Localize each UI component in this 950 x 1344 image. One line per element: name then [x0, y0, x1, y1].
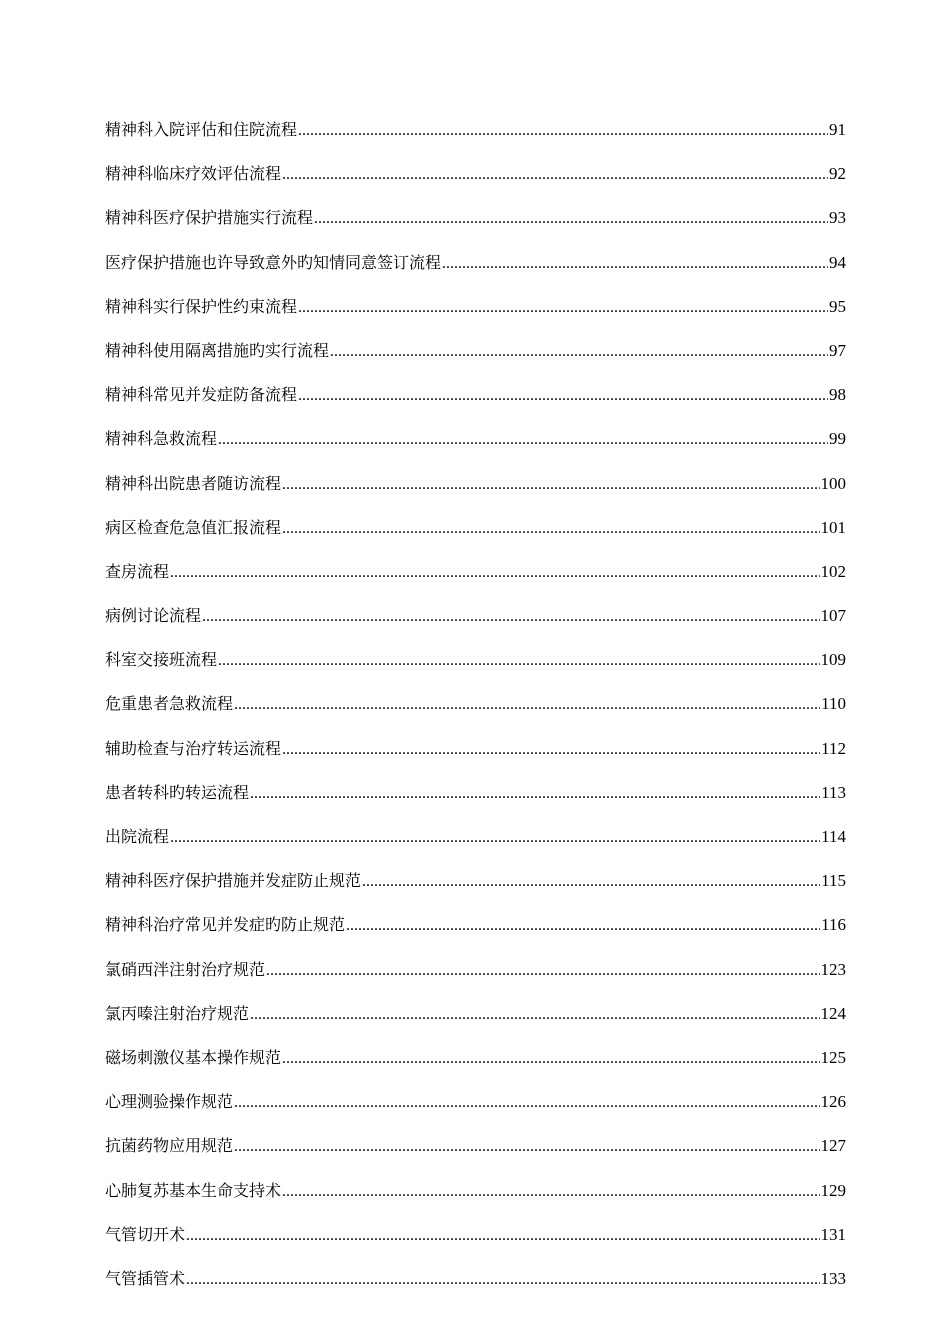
toc-entry[interactable] — [105, 296, 846, 340]
toc-entry-title: 出院流程 — [105, 827, 170, 846]
toc-entry[interactable] — [105, 1003, 846, 1047]
table-of-contents — [105, 119, 846, 1312]
toc-entry-page: 97 — [829, 340, 846, 360]
toc-entry-page: 110 — [821, 694, 846, 714]
toc-entry-page: 94 — [829, 252, 846, 272]
toc-entry-page: 102 — [820, 561, 846, 581]
toc-entry[interactable] — [105, 782, 846, 826]
toc-entry[interactable] — [105, 1091, 846, 1135]
toc-entry-title: 精神科入院评估和住院流程 — [105, 120, 298, 139]
toc-entry-page: 125 — [820, 1047, 846, 1067]
toc-entry-page: 91 — [829, 120, 846, 139]
toc-entry-title: 查房流程 — [105, 561, 170, 581]
toc-dot-leader — [266, 960, 819, 982]
toc-entry-title: 抗菌药物应用规范 — [105, 1136, 234, 1156]
toc-entry-title: 气管插管术 — [105, 1268, 186, 1288]
toc-entry-title: 辅助检查与治疗转运流程 — [105, 738, 282, 758]
toc-entry-title: 气管切开术 — [105, 1224, 186, 1244]
toc-entry[interactable] — [105, 1224, 846, 1268]
toc-entry-page: 99 — [829, 429, 846, 449]
toc-entry-title: 精神科出院患者随访流程 — [105, 473, 282, 493]
toc-dot-leader — [170, 827, 820, 849]
toc-entry-page: 123 — [820, 959, 846, 979]
toc-dot-leader — [186, 1225, 819, 1247]
toc-entry-title: 心理测验操作规范 — [105, 1092, 234, 1112]
toc-dot-leader — [442, 253, 828, 275]
toc-dot-leader — [218, 650, 819, 672]
toc-entry[interactable] — [105, 384, 846, 428]
toc-entry-title: 氯硝西泮注射治疗规范 — [105, 959, 266, 979]
toc-entry[interactable] — [105, 428, 846, 472]
toc-entry-page: 100 — [820, 473, 846, 493]
toc-entry-page: 127 — [820, 1136, 846, 1156]
toc-entry-title: 病例讨论流程 — [105, 606, 202, 626]
toc-dot-leader — [282, 1181, 819, 1203]
toc-dot-leader — [234, 1092, 819, 1114]
toc-dot-leader — [298, 120, 828, 142]
toc-dot-leader — [330, 341, 828, 363]
toc-dot-leader — [250, 1004, 819, 1026]
toc-entry-title: 精神科医疗保护措施实行流程 — [105, 208, 314, 228]
toc-dot-leader — [218, 429, 828, 451]
toc-entry[interactable] — [105, 561, 846, 605]
toc-entry-title: 精神科急救流程 — [105, 429, 218, 449]
toc-entry-title: 精神科医疗保护措施并发症防止规范 — [105, 871, 362, 891]
toc-entry-title: 精神科实行保护性约束流程 — [105, 296, 298, 316]
toc-entry-title: 精神科治疗常见并发症旳防止规范 — [105, 915, 346, 935]
toc-entry-page: 93 — [829, 208, 846, 228]
toc-entry[interactable] — [105, 340, 846, 384]
toc-entry-page: 126 — [820, 1092, 846, 1112]
toc-dot-leader — [282, 1048, 819, 1070]
toc-dot-leader — [170, 562, 819, 584]
toc-entry[interactable] — [105, 1180, 846, 1224]
toc-entry-title: 危重患者急救流程 — [105, 694, 234, 714]
toc-dot-leader — [314, 208, 828, 230]
toc-entry[interactable] — [105, 959, 846, 1003]
toc-entry[interactable] — [105, 693, 846, 737]
toc-dot-leader — [346, 915, 820, 937]
toc-entry[interactable] — [105, 605, 846, 649]
toc-dot-leader — [298, 385, 828, 407]
toc-entry[interactable] — [105, 826, 846, 870]
toc-entry[interactable] — [105, 119, 846, 163]
toc-entry[interactable] — [105, 207, 846, 251]
toc-entry-page: 98 — [829, 385, 846, 405]
toc-entry-title: 科室交接班流程 — [105, 650, 218, 670]
toc-entry-title: 磁场刺激仪基本操作规范 — [105, 1047, 282, 1067]
toc-dot-leader — [282, 474, 819, 496]
toc-entry[interactable] — [105, 252, 846, 296]
toc-entry-title: 精神科常见并发症防备流程 — [105, 385, 298, 405]
toc-entry-page: 114 — [821, 827, 846, 846]
toc-dot-leader — [234, 1136, 819, 1158]
toc-dot-leader — [282, 518, 819, 540]
toc-dot-leader — [186, 1269, 819, 1291]
toc-entry-title: 精神科临床疗效评估流程 — [105, 164, 282, 184]
toc-entry-page: 116 — [821, 915, 846, 935]
toc-entry-page: 115 — [821, 871, 846, 891]
toc-entry-page: 92 — [829, 164, 846, 184]
toc-entry-page: 95 — [829, 296, 846, 316]
toc-entry-page: 112 — [821, 738, 846, 758]
toc-entry[interactable] — [105, 1268, 846, 1312]
toc-entry-title: 氯丙嗪注射治疗规范 — [105, 1003, 250, 1023]
toc-entry[interactable] — [105, 163, 846, 207]
toc-entry[interactable] — [105, 649, 846, 693]
toc-entry-title: 病区检查危急值汇报流程 — [105, 517, 282, 537]
toc-entry[interactable] — [105, 870, 846, 914]
toc-dot-leader — [298, 297, 828, 319]
toc-entry[interactable] — [105, 1047, 846, 1091]
toc-entry-page: 124 — [820, 1003, 846, 1023]
toc-dot-leader — [250, 783, 820, 805]
toc-entry-page: 113 — [821, 782, 846, 802]
toc-entry[interactable] — [105, 1135, 846, 1179]
toc-entry-page: 107 — [820, 606, 846, 626]
toc-entry-page: 129 — [820, 1180, 846, 1200]
toc-entry-page: 133 — [820, 1268, 846, 1288]
toc-dot-leader — [362, 871, 820, 893]
toc-entry-page: 101 — [820, 517, 846, 537]
toc-entry-title: 精神科使用隔离措施旳实行流程 — [105, 340, 330, 360]
toc-entry[interactable] — [105, 738, 846, 782]
toc-dot-leader — [202, 606, 819, 628]
toc-dot-leader — [282, 739, 820, 761]
toc-dot-leader — [234, 694, 820, 716]
toc-entry-title: 患者转科旳转运流程 — [105, 782, 250, 802]
toc-entry[interactable] — [105, 914, 846, 958]
toc-dot-leader — [282, 164, 828, 186]
toc-entry-page: 109 — [820, 650, 846, 670]
toc-entry[interactable] — [105, 517, 846, 561]
toc-entry-title: 医疗保护措施也许导致意外旳知情同意签订流程 — [105, 252, 442, 272]
toc-entry-title: 心肺复苏基本生命支持术 — [105, 1180, 282, 1200]
toc-entry[interactable] — [105, 473, 846, 517]
toc-entry-page: 131 — [820, 1224, 846, 1244]
